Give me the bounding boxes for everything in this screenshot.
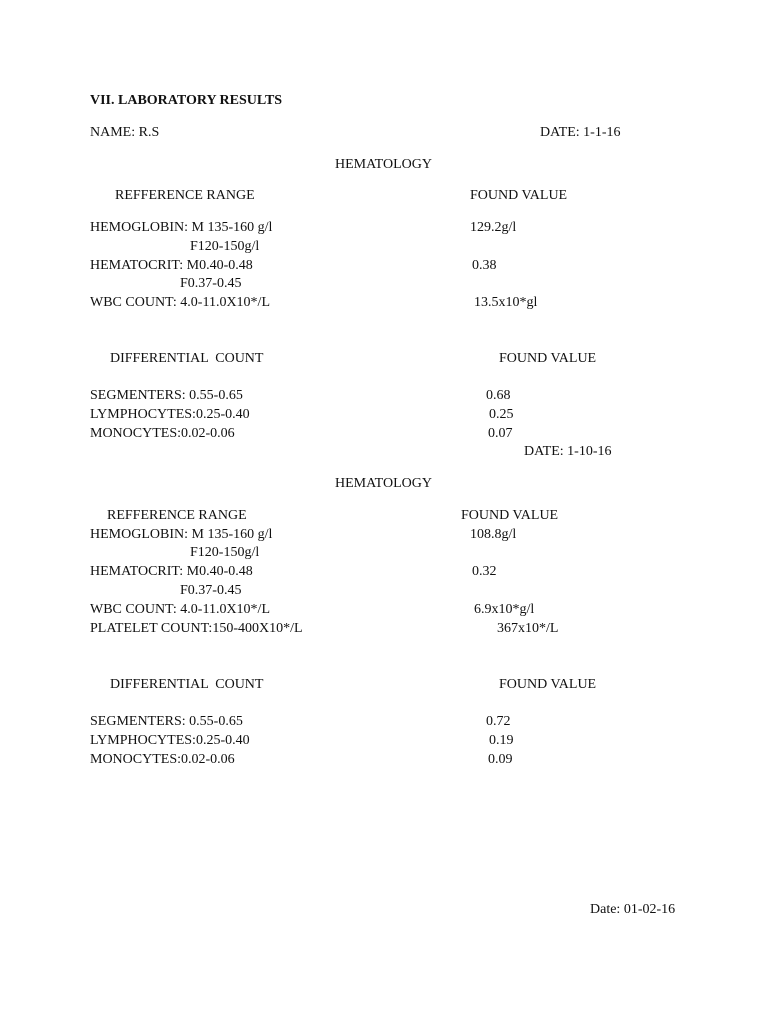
s2-hemoglobin-value: 108.8g/l	[470, 527, 517, 542]
s1-lymphocytes-value: 0.25	[489, 407, 514, 422]
s2-lymphocytes-ref: LYMPHOCYTES:0.25-0.40	[90, 733, 250, 748]
s1-wbc-value: 13.5x10*gl	[474, 295, 538, 310]
s2-lymphocytes-value: 0.19	[489, 733, 514, 748]
footer-date: Date: 01-02-16	[590, 902, 676, 917]
section-2-found-header: FOUND VALUE	[461, 508, 559, 523]
section-2-title: HEMATOLOGY	[335, 476, 432, 491]
s2-platelet-ref: PLATELET COUNT:150-400X10*/L	[90, 621, 303, 636]
section-2-ref-header: REFFERENCE RANGE	[107, 508, 247, 523]
s2-diff-header: DIFFERENTIAL COUNT	[110, 677, 264, 692]
s1-monocytes-value: 0.07	[488, 426, 513, 441]
s2-segmenters-ref: SEGMENTERS: 0.55-0.65	[90, 714, 243, 729]
s2-hemoglobin-ref: HEMOGLOBIN: M 135-160 g/l	[90, 527, 273, 542]
s1-hemoglobin-value: 129.2g/l	[470, 220, 517, 235]
s1-lymphocytes-ref: LYMPHOCYTES:0.25-0.40	[90, 407, 250, 422]
s1-hemoglobin-ref: HEMOGLOBIN: M 135-160 g/l	[90, 220, 273, 235]
s1-wbc-ref: WBC COUNT: 4.0-11.0X10*/L	[90, 295, 270, 310]
section-1-title: HEMATOLOGY	[335, 157, 432, 172]
s2-hematocrit-value: 0.32	[472, 564, 497, 579]
s1-hematocrit-ref: HEMATOCRIT: M0.40-0.48	[90, 258, 253, 273]
s2-diff-found-header: FOUND VALUE	[499, 677, 597, 692]
s2-monocytes-ref: MONOCYTES:0.02-0.06	[90, 752, 235, 767]
section-1-date: DATE: 1-1-16	[540, 125, 621, 140]
s2-hematocrit-ref: HEMATOCRIT: M0.40-0.48	[90, 564, 253, 579]
s1-diff-header: DIFFERENTIAL COUNT	[110, 351, 264, 366]
s2-segmenters-value: 0.72	[486, 714, 511, 729]
s1-hemoglobin-female-ref: F120-150g/l	[190, 239, 260, 254]
s2-hematocrit-female-ref: F0.37-0.45	[180, 583, 242, 598]
patient-name: NAME: R.S	[90, 125, 160, 140]
s2-wbc-ref: WBC COUNT: 4.0-11.0X10*/L	[90, 602, 270, 617]
report-heading: VII. LABORATORY RESULTS	[90, 93, 283, 108]
section-2-date: DATE: 1-10-16	[524, 444, 612, 459]
s1-segmenters-ref: SEGMENTERS: 0.55-0.65	[90, 388, 243, 403]
s2-platelet-value: 367x10*/L	[497, 621, 559, 636]
s2-wbc-value: 6.9x10*g/l	[474, 602, 535, 617]
section-1-ref-header: REFFERENCE RANGE	[115, 188, 255, 203]
s1-monocytes-ref: MONOCYTES:0.02-0.06	[90, 426, 235, 441]
s1-diff-found-header: FOUND VALUE	[499, 351, 597, 366]
s2-hemoglobin-female-ref: F120-150g/l	[190, 545, 260, 560]
s2-monocytes-value: 0.09	[488, 752, 513, 767]
s1-hematocrit-value: 0.38	[472, 258, 497, 273]
s1-segmenters-value: 0.68	[486, 388, 511, 403]
s1-hematocrit-female-ref: F0.37-0.45	[180, 276, 242, 291]
section-1-found-header: FOUND VALUE	[470, 188, 568, 203]
